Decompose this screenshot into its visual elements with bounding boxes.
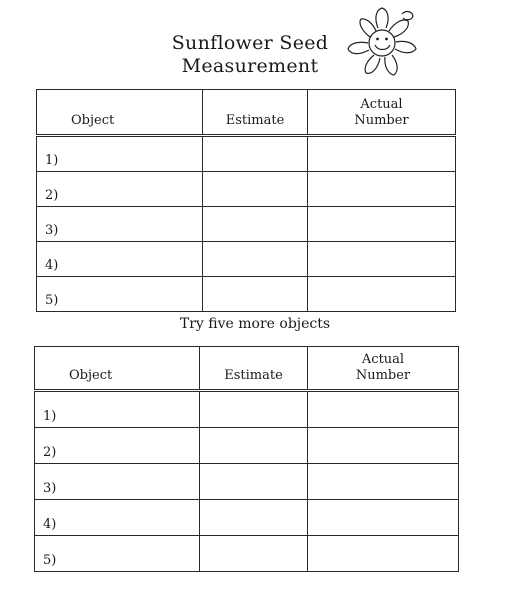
actual-number-cell[interactable] <box>308 172 456 207</box>
title-line-2: Measurement <box>181 55 319 77</box>
object-cell[interactable]: 2) <box>35 428 200 464</box>
estimate-cell[interactable] <box>200 428 308 464</box>
estimate-cell[interactable] <box>200 536 308 572</box>
table-row <box>35 536 459 572</box>
object-cell[interactable]: 3) <box>35 464 200 500</box>
actual-number-cell[interactable] <box>308 277 456 312</box>
estimate-cell[interactable] <box>200 464 308 500</box>
table-row <box>37 277 456 312</box>
col-estimate-header: Estimate <box>200 347 308 391</box>
object-cell[interactable]: 4) <box>37 242 203 277</box>
actual-number-cell[interactable] <box>308 391 459 428</box>
col-object-header: Object <box>35 347 200 391</box>
try-more-instruction: Try five more objects <box>179 316 331 332</box>
estimate-cell[interactable] <box>203 172 308 207</box>
object-cell[interactable]: 1) <box>35 391 200 428</box>
actual-label-line-2: Number <box>355 368 411 383</box>
table-row <box>35 428 459 464</box>
estimate-cell[interactable] <box>200 500 308 536</box>
object-cell[interactable]: 1) <box>37 136 203 172</box>
table-row <box>35 500 459 536</box>
actual-label-line-1: Actual <box>361 352 405 367</box>
actual-number-cell[interactable] <box>308 464 459 500</box>
estimate-cell[interactable] <box>203 277 308 312</box>
actual-number-cell[interactable] <box>308 207 456 242</box>
table-header <box>37 90 456 136</box>
measurement-table-2 <box>34 346 459 572</box>
table-header <box>35 347 459 391</box>
object-cell[interactable]: 4) <box>35 500 200 536</box>
table-row <box>35 464 459 500</box>
table-row <box>37 207 456 242</box>
worksheet-title <box>150 32 350 78</box>
measurement-table-1 <box>36 89 456 312</box>
estimate-cell[interactable] <box>203 136 308 172</box>
col-actual-header <box>308 347 459 391</box>
title-line-1: Sunflower Seed <box>171 32 329 54</box>
object-cell[interactable]: 3) <box>37 207 203 242</box>
estimate-cell[interactable] <box>200 391 308 428</box>
col-estimate-header: Estimate <box>203 90 308 136</box>
table-row <box>37 136 456 172</box>
table-row <box>37 172 456 207</box>
actual-number-cell[interactable] <box>308 500 459 536</box>
object-cell[interactable]: 5) <box>35 536 200 572</box>
col-object-header: Object <box>37 90 203 136</box>
table-row <box>35 391 459 428</box>
actual-number-cell[interactable] <box>308 136 456 172</box>
object-cell[interactable]: 5) <box>37 277 203 312</box>
actual-number-cell[interactable] <box>308 536 459 572</box>
actual-number-cell[interactable] <box>308 428 459 464</box>
estimate-cell[interactable] <box>203 242 308 277</box>
actual-label-line-1: Actual <box>360 97 403 112</box>
table-row <box>37 242 456 277</box>
col-actual-header <box>308 90 456 136</box>
sunflower-icon <box>342 6 422 80</box>
object-cell[interactable]: 2) <box>37 172 203 207</box>
estimate-cell[interactable] <box>203 207 308 242</box>
actual-number-cell[interactable] <box>308 242 456 277</box>
actual-label-line-2: Number <box>354 113 409 128</box>
